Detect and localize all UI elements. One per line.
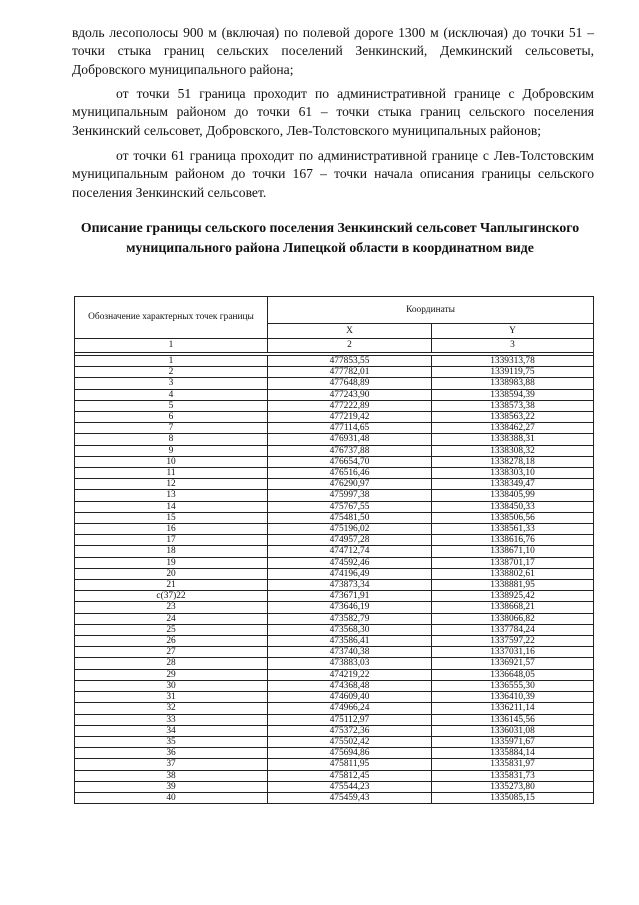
- table-row: [75, 692, 594, 703]
- y-cell: 1336555,30: [432, 680, 594, 691]
- point-id-cell: 7: [75, 423, 268, 434]
- x-cell: 476931,48: [268, 434, 432, 445]
- table-row: [75, 703, 594, 714]
- table-row: [75, 456, 594, 467]
- y-cell: 1338881,95: [432, 580, 594, 591]
- x-cell: 475767,55: [268, 501, 432, 512]
- point-id-cell: 39: [75, 781, 268, 792]
- x-cell: 475694,86: [268, 748, 432, 759]
- table-row: [75, 613, 594, 624]
- point-id-cell: 3: [75, 378, 268, 389]
- table-row: [75, 423, 594, 434]
- point-id-cell: 21: [75, 580, 268, 591]
- y-cell: 1337784,24: [432, 624, 594, 635]
- table-row: [75, 580, 594, 591]
- y-cell: 1338563,22: [432, 412, 594, 423]
- point-id-cell: 40: [75, 792, 268, 803]
- x-cell: 475812,45: [268, 770, 432, 781]
- y-cell: 1338405,99: [432, 490, 594, 501]
- paragraph-1: вдоль лесополосы 900 м (включая) по полевой дороге 1300 м (исключая) до точки 51 – точки стыка границ сельских поселений Зенкинский, Демкинский сельсоветы, Добровского муниципального района;: [72, 25, 594, 77]
- x-cell: 475459,43: [268, 792, 432, 803]
- y-cell: 1335884,14: [432, 748, 594, 759]
- y-cell: 1338308,32: [432, 445, 594, 456]
- table-row: [75, 468, 594, 479]
- table-row: [75, 524, 594, 535]
- table-row: [75, 602, 594, 613]
- y-cell: 1338616,76: [432, 535, 594, 546]
- y-cell: 1338671,10: [432, 546, 594, 557]
- point-id-cell: 11: [75, 468, 268, 479]
- x-cell: 475811,95: [268, 759, 432, 770]
- y-cell: 1335831,73: [432, 770, 594, 781]
- coordinates-table: [74, 296, 594, 804]
- y-cell: 1338594,39: [432, 389, 594, 400]
- table-body: [75, 356, 594, 804]
- point-id-cell: 38: [75, 770, 268, 781]
- table-row: [75, 490, 594, 501]
- y-cell: 1338573,38: [432, 400, 594, 411]
- x-cell: 473568,30: [268, 624, 432, 635]
- point-id-cell: 16: [75, 524, 268, 535]
- x-cell: 474368,48: [268, 680, 432, 691]
- x-cell: 473646,19: [268, 602, 432, 613]
- point-id-cell: 12: [75, 479, 268, 490]
- y-cell: 1336145,56: [432, 714, 594, 725]
- y-cell: 1335085,15: [432, 792, 594, 803]
- x-cell: 476654,70: [268, 456, 432, 467]
- table-row: [75, 568, 594, 579]
- y-cell: 1336211,14: [432, 703, 594, 714]
- point-id-cell: 10: [75, 456, 268, 467]
- y-header: Y: [432, 324, 594, 339]
- x-cell: 473883,03: [268, 658, 432, 669]
- y-cell: 1338462,27: [432, 423, 594, 434]
- table-row: [75, 434, 594, 445]
- x-cell: 475481,50: [268, 512, 432, 523]
- table-row: [75, 781, 594, 792]
- x-cell: 474966,24: [268, 703, 432, 714]
- x-cell: 477219,42: [268, 412, 432, 423]
- x-cell: 474957,28: [268, 535, 432, 546]
- x-cell: 476516,46: [268, 468, 432, 479]
- y-cell: 1338506,56: [432, 512, 594, 523]
- y-cell: 1336031,08: [432, 725, 594, 736]
- x-cell: 473582,79: [268, 613, 432, 624]
- y-cell: 1338925,42: [432, 591, 594, 602]
- y-cell: 1338561,33: [432, 524, 594, 535]
- y-cell: 1339313,78: [432, 356, 594, 367]
- table-row: [75, 725, 594, 736]
- x-cell: 473586,41: [268, 636, 432, 647]
- x-cell: 477222,89: [268, 400, 432, 411]
- table-row: [75, 624, 594, 635]
- point-id-cell: 27: [75, 647, 268, 658]
- table-row: [75, 400, 594, 411]
- x-cell: 475112,97: [268, 714, 432, 725]
- table-row: [75, 557, 594, 568]
- table-row: [75, 770, 594, 781]
- paragraph-2: от точки 51 граница проходит по административной границе с Добровским муниципальным районом до точки 61 – точки стыка границ сельского поселения Зенкинский сельсовет, Добровского, Лев-Толстовского муниципальных районов;: [72, 86, 594, 138]
- coordinates-header: Координаты: [268, 297, 594, 324]
- point-id-cell: 2: [75, 367, 268, 378]
- point-id-cell: 20: [75, 568, 268, 579]
- table-row: [75, 479, 594, 490]
- table-row: [75, 356, 594, 367]
- x-cell: 475196,02: [268, 524, 432, 535]
- table-row: [75, 445, 594, 456]
- point-id-cell: 4: [75, 389, 268, 400]
- table-row: [75, 748, 594, 759]
- point-id-cell: 18: [75, 546, 268, 557]
- column-number-3: 3: [432, 339, 594, 353]
- point-id-cell: 36: [75, 748, 268, 759]
- point-id-cell: 9: [75, 445, 268, 456]
- y-cell: 1336648,05: [432, 669, 594, 680]
- point-id-cell: 28: [75, 658, 268, 669]
- column-number-1: 1: [75, 339, 268, 353]
- point-id-cell: 35: [75, 736, 268, 747]
- table-row: [75, 669, 594, 680]
- point-id-cell: 8: [75, 434, 268, 445]
- y-cell: 1338303,10: [432, 468, 594, 479]
- point-id-cell: 24: [75, 613, 268, 624]
- x-cell: 475544,23: [268, 781, 432, 792]
- point-id-cell: 25: [75, 624, 268, 635]
- table-row: [75, 501, 594, 512]
- point-id-cell: 29: [75, 669, 268, 680]
- y-cell: 1338349,47: [432, 479, 594, 490]
- y-cell: 1338066,82: [432, 613, 594, 624]
- y-cell: 1335273,80: [432, 781, 594, 792]
- x-cell: 473873,34: [268, 580, 432, 591]
- y-cell: 1338668,21: [432, 602, 594, 613]
- column-number-2: 2: [268, 339, 432, 353]
- point-id-cell: 23: [75, 602, 268, 613]
- point-id-cell: 19: [75, 557, 268, 568]
- y-cell: 1335971,67: [432, 736, 594, 747]
- table-row: [75, 591, 594, 602]
- paragraph-3: от точки 61 граница проходит по административной границе с Лев-Толстовским муниципальным районом до точки 167 – точки начала описания границы сельского поселения Зенкинский сельсовет.: [72, 148, 594, 200]
- y-cell: 1337597,22: [432, 636, 594, 647]
- point-id-cell: 6: [75, 412, 268, 423]
- x-cell: 477648,89: [268, 378, 432, 389]
- table-row: [75, 389, 594, 400]
- y-cell: 1337031,16: [432, 647, 594, 658]
- table-row: [75, 658, 594, 669]
- x-cell: 477782,01: [268, 367, 432, 378]
- point-id-cell: 5: [75, 400, 268, 411]
- y-cell: 1338701,17: [432, 557, 594, 568]
- y-cell: 1339119,75: [432, 367, 594, 378]
- x-cell: 473671,91: [268, 591, 432, 602]
- x-cell: 474592,46: [268, 557, 432, 568]
- table-row: [75, 546, 594, 557]
- table-row: [75, 736, 594, 747]
- x-cell: 476290,97: [268, 479, 432, 490]
- x-cell: 475502,42: [268, 736, 432, 747]
- section-heading: Описание границы сельского поселения Зенкинский сельсовет Чаплыгинского муниципального района Липецкой области в координатном виде: [80, 220, 580, 255]
- table-row: [75, 759, 594, 770]
- y-cell: 1336410,39: [432, 692, 594, 703]
- point-id-cell: 32: [75, 703, 268, 714]
- table-row: [75, 792, 594, 803]
- y-cell: 1336921,57: [432, 658, 594, 669]
- x-cell: 477243,90: [268, 389, 432, 400]
- point-id-cell: 14: [75, 501, 268, 512]
- x-cell: 476737,88: [268, 445, 432, 456]
- point-id-cell: 15: [75, 512, 268, 523]
- point-id-cell: 17: [75, 535, 268, 546]
- x-header: X: [268, 324, 432, 339]
- point-header: Обозначение характерных точек границы: [75, 297, 268, 339]
- point-id-cell: 30: [75, 680, 268, 691]
- table-row: [75, 714, 594, 725]
- x-cell: 473740,38: [268, 647, 432, 658]
- point-id-cell: 1: [75, 356, 268, 367]
- table-row: [75, 378, 594, 389]
- x-cell: 474196,49: [268, 568, 432, 579]
- y-cell: 1338983,88: [432, 378, 594, 389]
- x-cell: 477114,65: [268, 423, 432, 434]
- y-cell: 1338388,31: [432, 434, 594, 445]
- y-cell: 1338278,18: [432, 456, 594, 467]
- table-row: [75, 647, 594, 658]
- point-id-cell: 31: [75, 692, 268, 703]
- point-id-cell: с(37)22: [75, 591, 268, 602]
- table-row: [75, 512, 594, 523]
- x-cell: 474219,22: [268, 669, 432, 680]
- point-id-cell: 33: [75, 714, 268, 725]
- y-cell: 1335831,97: [432, 759, 594, 770]
- point-id-cell: 37: [75, 759, 268, 770]
- table-row: [75, 367, 594, 378]
- table-row: [75, 535, 594, 546]
- point-id-cell: 34: [75, 725, 268, 736]
- point-id-cell: 13: [75, 490, 268, 501]
- point-id-cell: 26: [75, 636, 268, 647]
- y-cell: 1338802,61: [432, 568, 594, 579]
- y-cell: 1338450,33: [432, 501, 594, 512]
- x-cell: 474609,40: [268, 692, 432, 703]
- table-row: [75, 680, 594, 691]
- x-cell: 475997,38: [268, 490, 432, 501]
- table-row: [75, 636, 594, 647]
- x-cell: 475372,36: [268, 725, 432, 736]
- x-cell: 474712,74: [268, 546, 432, 557]
- table-row: [75, 412, 594, 423]
- x-cell: 477853,55: [268, 356, 432, 367]
